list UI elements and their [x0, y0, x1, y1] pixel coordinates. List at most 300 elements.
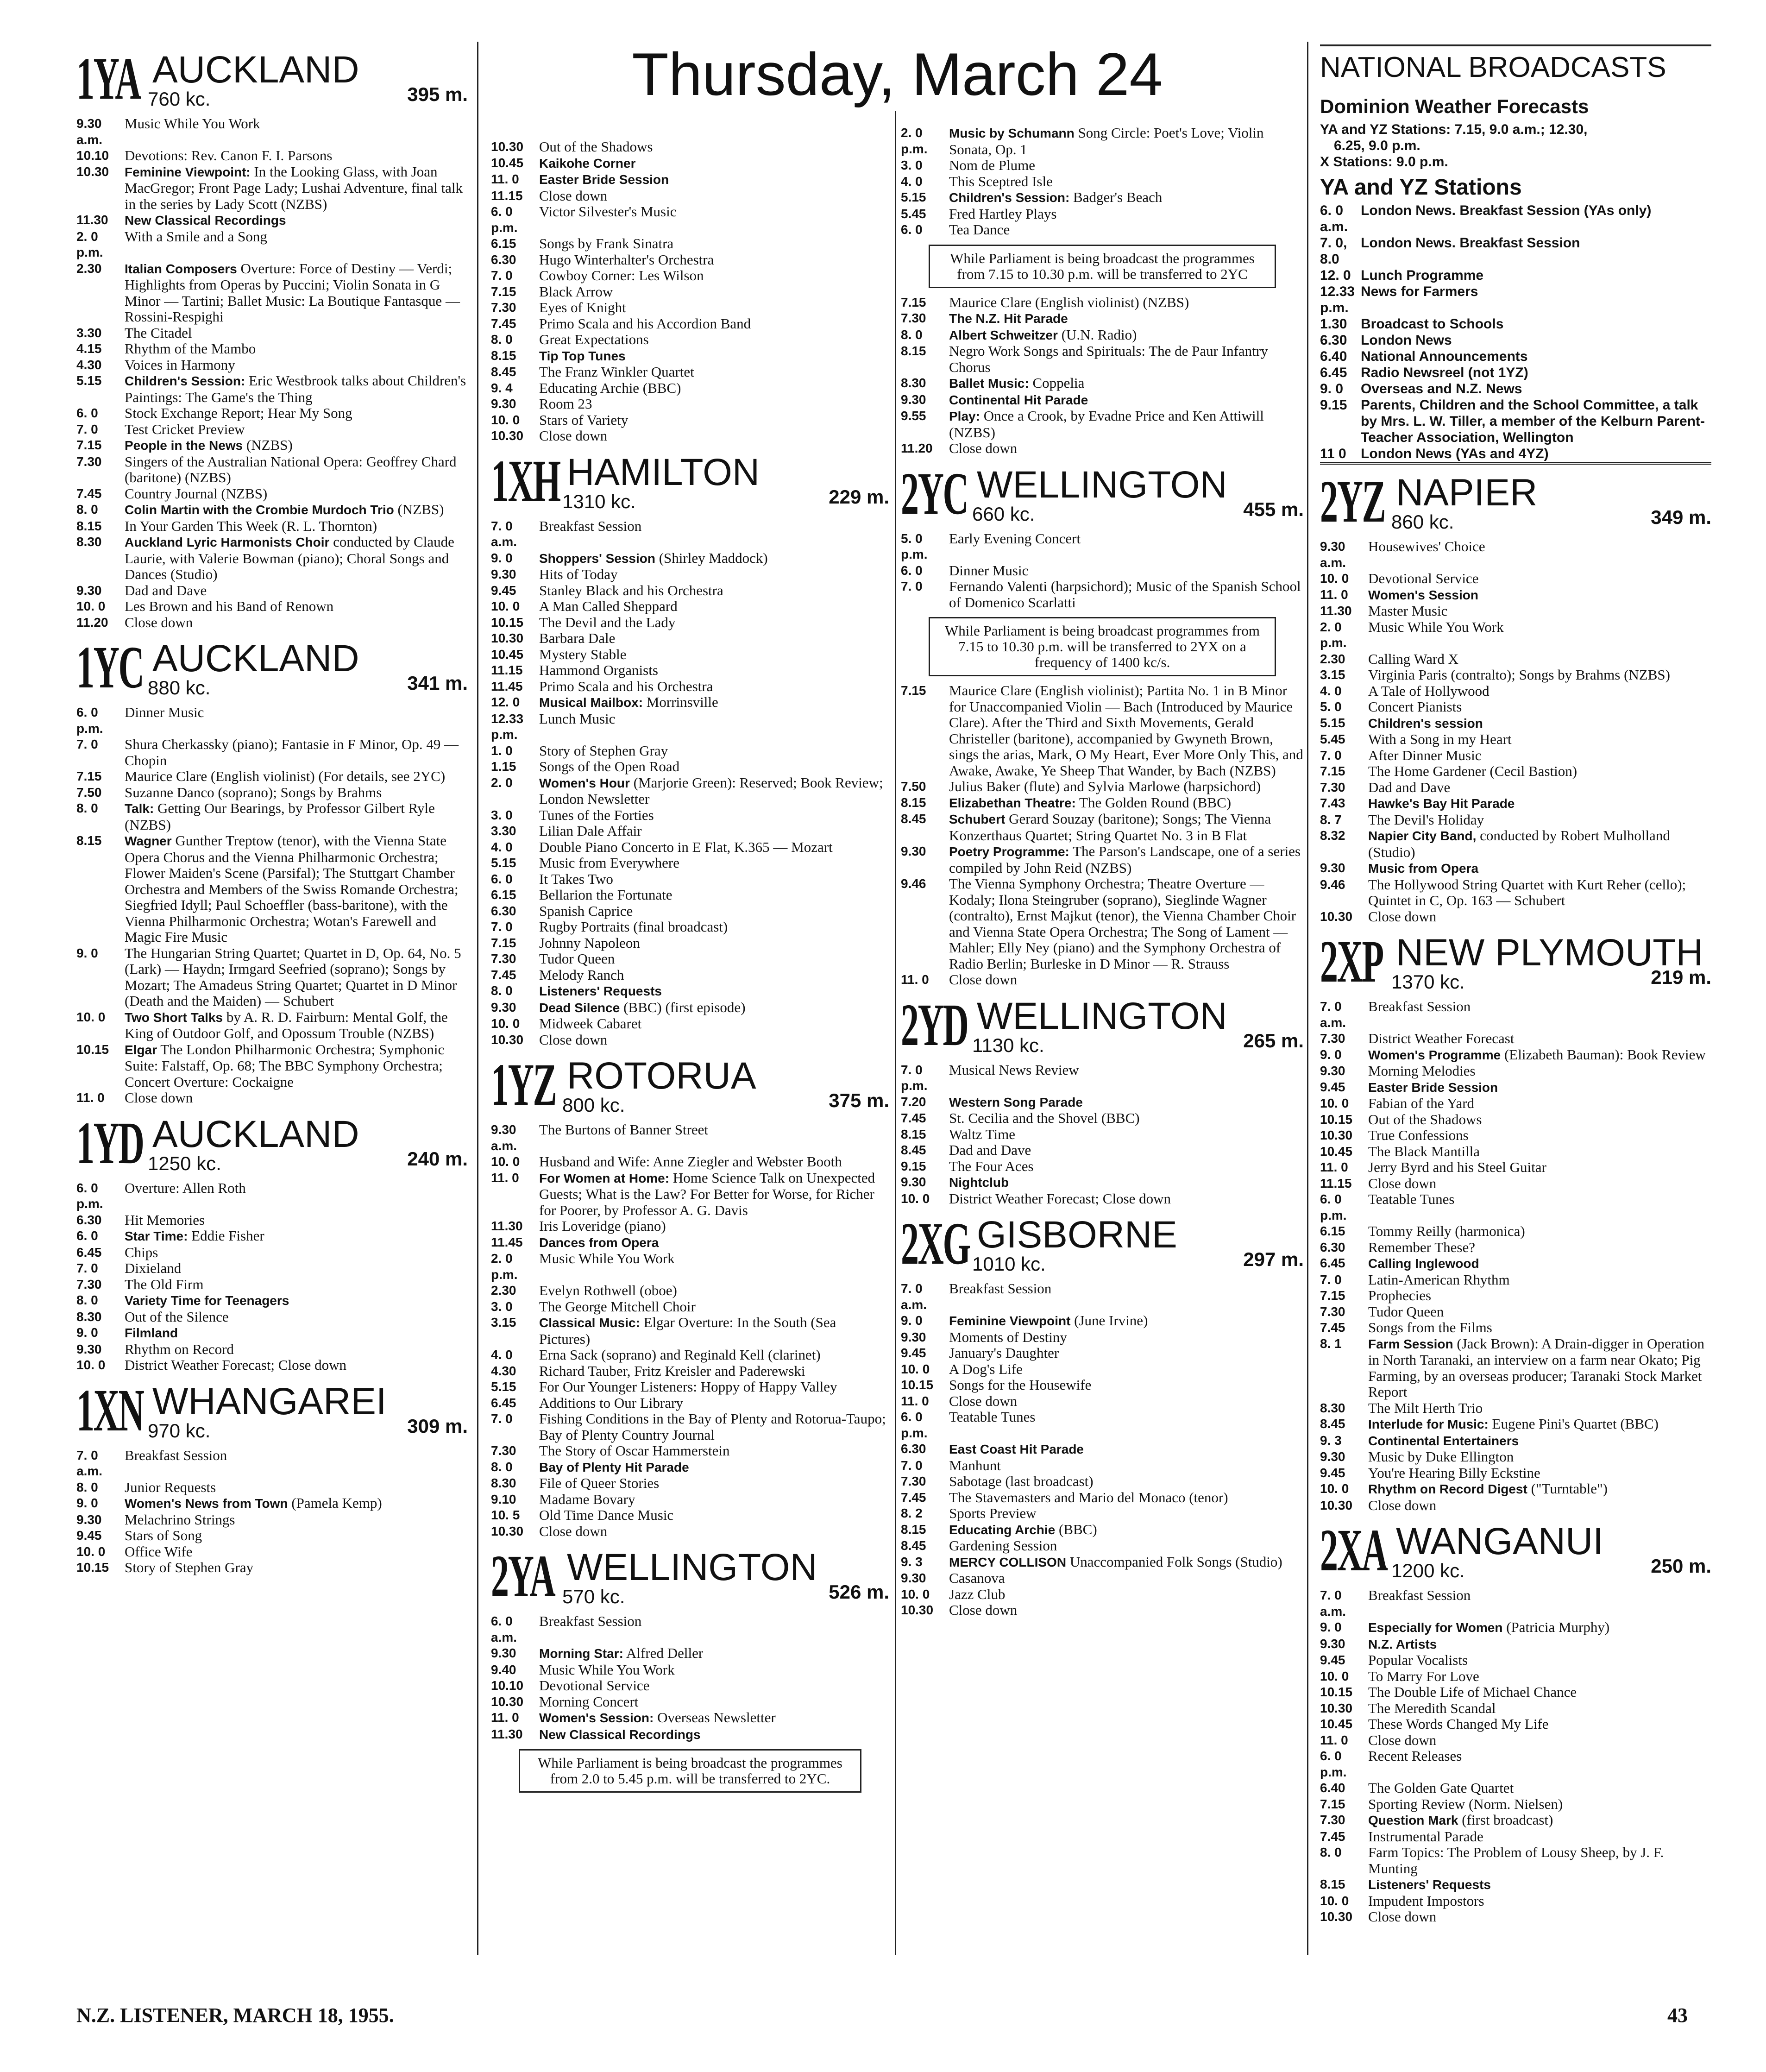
program-text: Close down [949, 1602, 1018, 1618]
program-desc [539, 1283, 889, 1299]
program-text: Stanley Black and his Orchestra [539, 582, 723, 598]
program-highlight: Two Short Talks [125, 1010, 223, 1025]
program-time: 4. 0 [1320, 683, 1342, 698]
program-time: 7. 0 p.m. [901, 1062, 928, 1093]
program-text: Hits of Today [539, 566, 618, 582]
program-desc [539, 1524, 889, 1540]
program-row [491, 396, 889, 412]
program-desc [1368, 860, 1711, 877]
program-row [76, 325, 468, 341]
program-list [491, 518, 889, 1048]
program-text: Close down [1368, 1175, 1437, 1191]
program-text: Suzanne Danco (soprano); Songs by Brahms [125, 784, 382, 800]
program-desc [125, 454, 468, 486]
program-desc [125, 1560, 468, 1576]
program-text: (U.N. Radio) [1057, 326, 1137, 343]
program-desc [539, 1000, 889, 1016]
program-time: 10.30 [491, 1032, 524, 1047]
program-desc [949, 1345, 1304, 1361]
program-time: 6. 0 [76, 406, 98, 420]
program-highlight: New Classical Recordings [125, 213, 286, 227]
program-continuation [901, 125, 1304, 457]
program-text: Nom de Plume [949, 157, 1035, 173]
program-text: Dad and Dave [949, 1142, 1031, 1158]
program-time: 11. 0 [76, 1090, 105, 1105]
station-header [901, 993, 1304, 1062]
program-desc [949, 375, 1304, 392]
program-row [491, 188, 889, 204]
program-row [76, 1357, 468, 1373]
program-desc [539, 1678, 889, 1694]
program-row [491, 1475, 889, 1492]
program-row [901, 1361, 1304, 1378]
program-time: 8. 0 [76, 502, 98, 516]
program-time: 7. 0 [76, 422, 98, 436]
wavelength: 250 m. [1651, 1555, 1711, 1577]
program-time: 10. 0 [901, 1587, 930, 1601]
program-desc [539, 743, 889, 759]
program-highlight: Hawke's Bay Hit Parade [1368, 796, 1515, 811]
weather-title: Dominion Weather Forecasts [1320, 95, 1589, 117]
program-desc [539, 935, 889, 951]
program-desc [125, 1480, 468, 1496]
program-highlight: Bay of Plenty Hit Parade [539, 1460, 689, 1474]
program-row [76, 737, 468, 768]
program-row [76, 1448, 468, 1480]
program-time: 8. 0 [491, 332, 513, 346]
program-row [901, 811, 1304, 844]
program-desc [1368, 1893, 1711, 1909]
program-text: Maurice Clare (English violinist) (NZBS) [949, 294, 1189, 310]
program-time: 10.10 [76, 148, 109, 163]
program-time: 6. 0 [901, 222, 923, 237]
program-desc [1368, 1096, 1711, 1112]
program-text: January's Daughter [949, 1345, 1059, 1361]
national-broadcasts [1320, 44, 1711, 465]
program-text: Morning Melodies [1368, 1063, 1476, 1079]
program-row [1320, 1829, 1711, 1845]
program-text: Home Science Talk on Unexpected Guests; What is the Law? For Better for Worse, for Richer for Poorer, by Professor A. G. Davis [539, 1169, 875, 1218]
program-text: Remember These? [1368, 1239, 1475, 1255]
program-time: 10.45 [491, 155, 524, 170]
program-row [76, 1009, 468, 1042]
program-desc [539, 300, 889, 316]
program-desc [125, 583, 468, 599]
program-row [901, 1505, 1304, 1522]
program-row [901, 779, 1304, 795]
program-row [1320, 1732, 1711, 1749]
program-highlight: Classical Music: [539, 1316, 640, 1330]
program-text: Bellarion the Fortunate [539, 887, 672, 903]
program-row [491, 743, 889, 759]
program-text: Devotional Service [1368, 570, 1479, 586]
program-row [491, 615, 889, 631]
program-time: 7.30 [491, 1443, 516, 1458]
program-row [76, 1480, 468, 1496]
program-row [491, 284, 889, 300]
program-desc [125, 1260, 468, 1277]
program-time: 10. 0 [76, 599, 106, 613]
program-time: 5.45 [901, 206, 926, 221]
program-time: 9.46 [901, 876, 926, 891]
program-row [1320, 667, 1711, 683]
program-row [76, 373, 468, 405]
program-desc [539, 332, 889, 348]
program-desc [539, 807, 889, 824]
program-time: 10. 0 [491, 412, 520, 427]
program-text: Old Time Dance Music [539, 1507, 674, 1523]
program-row [491, 1218, 889, 1234]
program-desc [1368, 1780, 1711, 1796]
national-time: 6. 0 a.m. [1320, 203, 1348, 234]
station-block [901, 461, 1304, 988]
program-desc [539, 583, 889, 599]
program-desc [1368, 1433, 1711, 1449]
program-time: 10.45 [491, 647, 524, 661]
program-text: The Franz Winkler Quartet [539, 364, 694, 380]
yz-title: YA and YZ Stations [1320, 175, 1522, 200]
station-block [1320, 1518, 1711, 1925]
program-time: 6. 0 a.m. [491, 1614, 517, 1644]
program-desc [949, 408, 1304, 441]
program-desc [949, 1522, 1304, 1538]
program-desc [1368, 731, 1711, 748]
program-row [901, 1554, 1304, 1571]
program-row [901, 1602, 1304, 1619]
weather-line: YA and YZ Stations: 7.15, 9.0 a.m.; 12.30, [1320, 122, 1588, 137]
program-row [491, 518, 889, 550]
program-text: District Weather Forecast; Close down [949, 1190, 1171, 1207]
program-time: 9.30 [1320, 1064, 1345, 1078]
program-row [1320, 1079, 1711, 1096]
program-text: Negro Work Songs and Spirituals: The de Paur Infantry Chorus [949, 343, 1268, 375]
program-time: 6.30 [1320, 1240, 1345, 1254]
program-text: Dad and Dave [1368, 779, 1451, 795]
program-text: Hit Memories [125, 1211, 205, 1228]
program-desc [949, 563, 1304, 579]
program-row [491, 155, 889, 172]
program-row [1320, 1845, 1711, 1877]
program-row [901, 295, 1304, 311]
program-time: 7.15 [1320, 764, 1345, 778]
program-highlight: Listeners' Requests [539, 984, 662, 998]
program-row [491, 887, 889, 903]
program-time: 6.40 [1320, 1781, 1345, 1795]
program-text: (Marjorie Green): Reserved; Book Review; London Newsletter [539, 774, 883, 807]
program-row [1320, 1191, 1711, 1223]
program-text: Breakfast Session [949, 1280, 1052, 1297]
program-highlight: Feminine Viewpoint [949, 1314, 1071, 1328]
program-list [491, 1122, 889, 1539]
program-text: The Milt Herth Trio [1368, 1399, 1483, 1416]
program-desc [1368, 1288, 1711, 1304]
program-row [76, 1544, 468, 1560]
program-row [491, 839, 889, 856]
program-row [491, 662, 889, 679]
program-time: 9.30 [1320, 1636, 1345, 1651]
program-text: Close down [1368, 1908, 1437, 1925]
program-text: Dinner Music [949, 562, 1029, 579]
national-desc: Radio Newsreel (not 1YZ) [1361, 365, 1528, 380]
program-desc [1368, 667, 1711, 683]
program-time: 7. 0 [1320, 748, 1342, 762]
program-time: 3. 0 [901, 158, 923, 172]
program-time: 6. 0 p.m. [76, 1180, 103, 1211]
program-text: The Burtons of Banner Street [539, 1121, 709, 1138]
program-row [491, 823, 889, 839]
program-desc [125, 1180, 468, 1212]
program-row [76, 1341, 468, 1358]
program-row [1320, 1465, 1711, 1481]
program-row [491, 1251, 889, 1283]
wavelength: 455 m. [1243, 498, 1304, 520]
program-time: 9.45 [901, 1346, 926, 1360]
program-text: You're Hearing Billy Eckstine [1368, 1464, 1540, 1481]
program-time: 9.45 [76, 1528, 102, 1543]
program-desc [539, 1613, 889, 1645]
program-text: Overture: Allen Roth [125, 1179, 246, 1196]
program-list [901, 125, 1304, 238]
program-desc [539, 1379, 889, 1395]
program-text: Virginia Paris (contralto); Songs by Brahms (NZBS) [1368, 667, 1670, 683]
call-sign: 2YC [901, 460, 968, 527]
program-desc [539, 615, 889, 631]
frequency: 1250 kc. [148, 1152, 221, 1174]
program-text: Eyes of Knight [539, 299, 626, 315]
program-highlight: Educating Archie [949, 1522, 1056, 1537]
program-desc [1368, 683, 1711, 699]
program-time: 9. 0 [1320, 1047, 1342, 1062]
program-row [1320, 1159, 1711, 1176]
program-desc [1368, 1812, 1711, 1829]
program-row [901, 310, 1304, 327]
program-time: 7. 0 [491, 1411, 513, 1426]
program-row [491, 550, 889, 567]
program-time: 6.15 [491, 888, 516, 902]
program-text: The Hollywood String Quartet with Kurt Reher (cello); Quintet in C, Op. 163 — Schubert [1368, 876, 1686, 908]
program-desc [949, 1174, 1304, 1191]
program-row [76, 615, 468, 631]
program-desc [1368, 812, 1711, 828]
program-text: Sports Preview [949, 1505, 1037, 1521]
program-highlight: Elizabethan Theatre: [949, 795, 1076, 810]
program-text: Moments of Destiny [949, 1329, 1067, 1345]
program-text: Maurice Clare (English violinist); Partita No. 1 in B Minor for Unaccompanied Violin — Bach (Introduced by Maurice Clare). After the Third and Sixth Movements, Gerald Christeller (baritone), accompanied by Gwyneth Brown, sings the arias, Mark, O My Heart, Ever More Only This, and Awake, Awake, Ye Sheep That Wander, by Bach (NZBS) [949, 682, 1303, 779]
program-text: Dad and Dave [125, 582, 207, 598]
program-row [1320, 1893, 1711, 1909]
program-text: Impudent Impostors [1368, 1892, 1484, 1909]
parliament-notice: While Parliament is being broadcast the programmes from 7.15 to 10.30 p.m. will be transferred to 2YC [929, 245, 1276, 288]
program-desc [125, 229, 468, 261]
program-text: Midweek Cabaret [539, 1015, 642, 1032]
program-row [901, 157, 1304, 174]
station-header [1320, 1518, 1711, 1587]
national-row [1320, 235, 1711, 267]
program-desc [125, 1512, 468, 1528]
program-text: Music While You Work [539, 1661, 675, 1678]
program-highlight: Interlude for Music: [1368, 1417, 1489, 1431]
program-desc [949, 1505, 1304, 1522]
program-text: Housewives' Choice [1368, 538, 1485, 554]
program-desc [949, 779, 1304, 795]
program-row [1320, 683, 1711, 699]
program-row [1320, 860, 1711, 877]
column-4 [1320, 42, 1711, 1925]
program-text: Manhunt [949, 1457, 1001, 1474]
program-highlight: New Classical Recordings [539, 1727, 701, 1742]
program-desc [125, 1341, 468, 1358]
program-time: 11.15 [491, 188, 523, 203]
program-desc [539, 1443, 889, 1459]
program-desc [949, 189, 1304, 206]
program-time: 8.15 [901, 795, 926, 810]
program-text: Breakfast Session [125, 1447, 227, 1463]
program-time: 9.30 [1320, 1449, 1345, 1464]
national-time: 11 0 [1320, 446, 1346, 461]
program-desc [1368, 1223, 1711, 1240]
program-desc [539, 1122, 889, 1154]
program-desc [1368, 1336, 1711, 1400]
program-row [76, 1560, 468, 1576]
program-row [491, 694, 889, 711]
program-desc [539, 759, 889, 775]
program-highlight: Children's Session: [949, 190, 1070, 205]
program-time: 2.30 [491, 1283, 516, 1297]
program-text: Iris Loveridge (piano) [539, 1218, 666, 1234]
program-desc [125, 502, 468, 518]
program-time: 7.43 [1320, 796, 1345, 810]
program-time: 5. 0 [1320, 699, 1342, 714]
program-text: Calling Ward X [1368, 650, 1458, 667]
program-time: 10. 0 [76, 1009, 106, 1024]
program-text: Eric Westbrook talks about Children's Paintings: The Game's the Thing [125, 372, 466, 405]
wavelength: 349 m. [1651, 506, 1711, 528]
program-text: Hammond Organists [539, 662, 658, 678]
program-row [901, 1191, 1304, 1207]
program-time: 9.45 [491, 583, 516, 598]
program-desc [539, 1170, 889, 1219]
program-text: Overture: Force of Destiny — Verdi; Highlights from Operas by Puccini; Violin Sonata in G Minor — Tartini; Ballet Music: La Boutique Fantasque — Rossini-Respighi [125, 260, 460, 325]
program-time: 7.30 [1320, 1813, 1345, 1827]
program-row [1320, 828, 1711, 860]
program-highlight: Easter Bride Session [539, 172, 669, 187]
program-row [491, 647, 889, 663]
program-text: Teatable Tunes [1368, 1191, 1455, 1207]
program-desc [949, 1361, 1304, 1378]
program-text: Instrumental Parade [1368, 1828, 1483, 1845]
wavelength: 309 m. [407, 1415, 468, 1437]
program-row [491, 252, 889, 268]
page-title: Thursday, March 24 [632, 40, 1163, 108]
program-row [1320, 1144, 1711, 1160]
program-text: District Weather Forecast [1368, 1030, 1515, 1046]
program-desc [949, 441, 1304, 457]
program-row [901, 206, 1304, 222]
program-text: Story of Stephen Gray [539, 742, 668, 759]
program-row [1320, 1031, 1711, 1047]
program-time: 8.15 [1320, 1877, 1345, 1891]
program-row [76, 705, 468, 737]
program-desc [1368, 1047, 1711, 1064]
program-row [491, 1645, 889, 1662]
program-highlight: Music from Opera [1368, 861, 1479, 875]
program-highlight: Schubert [949, 812, 1006, 826]
program-desc [539, 139, 889, 155]
program-row [901, 1281, 1304, 1313]
program-time: 10.30 [491, 1524, 524, 1538]
program-row [1320, 1748, 1711, 1780]
program-desc [1368, 1031, 1711, 1047]
program-row [76, 437, 468, 454]
program-highlight: Continental Hit Parade [949, 392, 1088, 407]
program-desc [125, 405, 468, 422]
program-row [1320, 1796, 1711, 1813]
program-desc [539, 380, 889, 397]
program-time: 7.45 [491, 967, 516, 982]
program-desc [539, 1710, 889, 1726]
program-desc [1368, 780, 1711, 796]
program-time: 6.30 [76, 1212, 102, 1227]
program-desc [1368, 1079, 1711, 1096]
program-text: Victor Silvester's Music [539, 203, 677, 220]
program-text: Close down [1368, 1497, 1437, 1513]
program-desc [949, 1538, 1304, 1554]
program-desc [539, 919, 889, 935]
program-time: 8.45 [901, 812, 926, 826]
program-text: Close down [1368, 1732, 1437, 1748]
program-text: Devotions: Rev. Canon F. I. Parsons [125, 147, 333, 164]
program-row [491, 871, 889, 888]
program-desc [539, 662, 889, 679]
program-text: In Your Garden This Week (R. L. Thornton) [125, 517, 377, 534]
program-highlight: Listeners' Requests [1368, 1877, 1491, 1892]
program-time: 6.15 [1320, 1224, 1345, 1238]
program-row [491, 855, 889, 871]
program-text: Close down [949, 440, 1018, 456]
program-row [76, 534, 468, 583]
program-text: Lilian Dale Affair [539, 823, 642, 839]
program-highlight: Napier City Band, [1368, 829, 1477, 843]
program-time: 11. 0 [901, 972, 929, 987]
program-text: Barbara Dale [539, 630, 616, 646]
program-time: 10. 0 [1320, 1096, 1349, 1110]
program-time: 8.45 [901, 1538, 926, 1553]
program-text: Gunther Treptow (tenor), with the Vienna State Opera Chorus and the Vienna Philharmonic Orchestra; Flower Maiden's Scene (Parsifal); The Stuttgart Chamber Orchestra and Members of the Swiss Romande Orchestra; Siegfried Idyll; Paul Schoeffler (bass-baritone), with the Vienna Philharmonic Orchestra; Wotan's Farewell and Magic Fire Music [125, 832, 459, 945]
program-text: Gardening Session [949, 1537, 1057, 1554]
program-text: Teatable Tunes [949, 1409, 1036, 1425]
program-text: These Words Changed My Life [1368, 1716, 1549, 1732]
program-highlight: Elgar [125, 1042, 157, 1057]
program-desc [125, 1357, 468, 1373]
program-time: 8. 0 [76, 801, 98, 815]
station-block [1320, 469, 1711, 925]
program-row [491, 1363, 889, 1379]
program-text: Alfred Deller [623, 1645, 704, 1661]
program-desc [539, 839, 889, 856]
program-time: 10.30 [901, 1603, 934, 1617]
program-row [76, 1042, 468, 1090]
program-time: 9.30 [491, 397, 516, 411]
program-highlight: Women's Programme [1368, 1047, 1501, 1062]
program-time: 9.10 [491, 1492, 516, 1506]
program-desc [1368, 619, 1711, 651]
program-row [1320, 1223, 1711, 1240]
program-row [901, 1377, 1304, 1393]
program-text: Test Cricket Preview [125, 421, 245, 437]
program-desc [949, 222, 1304, 238]
program-time: 2.30 [76, 261, 102, 276]
program-row [1320, 1176, 1711, 1192]
